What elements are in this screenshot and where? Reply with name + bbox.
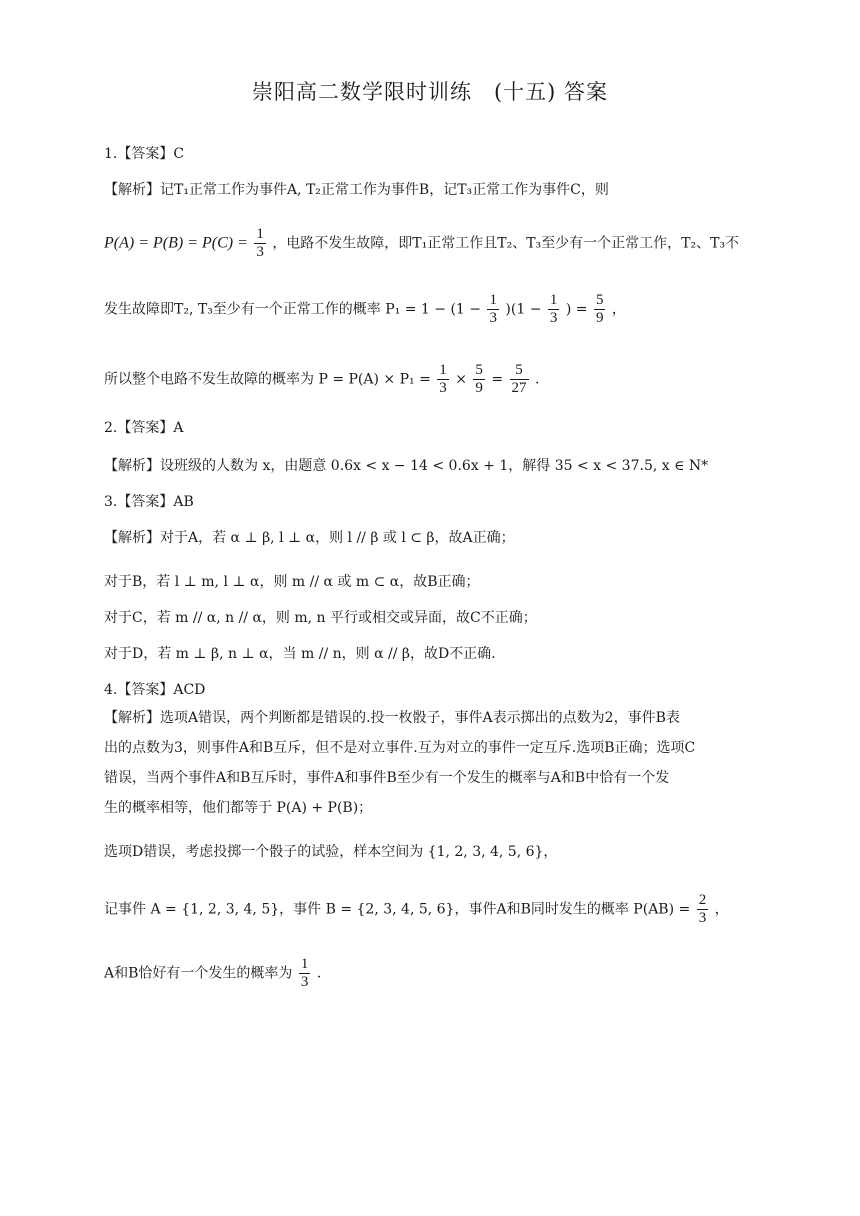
q1-analysis-line-4 <box>104 362 539 397</box>
fraction-one-third: $\frac{1}{3}$ <box>439 362 447 396</box>
q3-analysis-d: 对于D，若 m ⊥ β, n ⊥ α，当 m // n，则 α // β，故D不正确. <box>104 646 496 662</box>
q1-p1-mid: )(1 − <box>505 301 542 318</box>
q4-analysis-line-4: 生的概率相等，他们都等于 P(A) + P(B)； <box>104 800 373 816</box>
q4-analysis-line-3: 错误，当两个事件A和B互斥时，事件A和事件B至少有一个发生的概率与A和B中恰有一个发 <box>104 770 670 786</box>
q1-analysis-line-2 <box>104 226 739 261</box>
q4-analysis-line-1: 【解析】选项A错误，两个判断都是错误的.投一枚骰子，事件A表示掷出的点数为2，事件B表 <box>104 710 680 726</box>
q1-total-text: 所以整个电路不发生故障的概率为 P = P(A) × P₁ = <box>104 371 431 388</box>
q3-analysis-c: 对于C，若 m // α, n // α，则 m, n 平行或相交或异面，故C不正确； <box>104 610 537 626</box>
q4-analysis-line-6 <box>104 892 729 927</box>
q3-analysis-a: 【解析】对于A，若 α ⊥ β, l ⊥ α，则 l // β 或 l ⊂ β，故A正确； <box>104 530 515 546</box>
q4-analysis-line-2: 出的点数为3，则事件A和B互斥，但不是对立事件.互为对立的事件一定互斥.选项B正确；选项C <box>104 740 696 756</box>
q4-analysis-line-7 <box>104 956 321 991</box>
q1-analysis-line-1: 【解析】记T₁正常工作为事件A, T₂正常工作为事件B，记T₃正常工作为事件C，则 <box>104 182 609 198</box>
q4-analysis-line-5: 选项D错误，考虑投掷一个骰子的试验，样本空间为 {1, 2, 3, 4, 5, 6}， <box>104 844 558 860</box>
comma: ， <box>714 901 729 918</box>
fraction-five-ninths: $\frac{5}{9}$ <box>595 292 604 326</box>
times-sign: × <box>455 371 467 388</box>
period: . <box>535 371 540 388</box>
fraction-one-third: $\frac{1}{3}$ <box>300 956 309 990</box>
q1-p1-end: ， <box>611 301 626 318</box>
fraction-five-27: $\frac{5}{27}$ <box>511 362 527 396</box>
period: . <box>316 965 322 982</box>
q1-analysis-text: ，电路不发生故障，即T₁正常工作且T₂、T₃至少有一个正常工作，T₂、T₃不 <box>272 235 740 252</box>
q4-answer: 4.【答案】ACD <box>104 682 206 698</box>
q1-analysis-line-3 <box>104 292 626 327</box>
q1-answer: 1.【答案】C <box>104 146 185 162</box>
fraction-two-thirds: $\frac{2}{3}$ <box>698 892 707 926</box>
fraction-five-ninths: $\frac{5}{9}$ <box>475 362 483 396</box>
equals-sign: = <box>491 371 504 388</box>
q3-analysis-b: 对于B，若 l ⊥ m, l ⊥ α，则 m // α 或 m ⊂ α，故B正确； <box>104 574 480 590</box>
fraction-one-third: $\frac{1}{3}$ <box>256 226 264 260</box>
q1-p1-equals: ) = <box>565 301 588 318</box>
q4-events-text: 记事件 A = {1, 2, 3, 4, 5}，事件 B = {2, 3, 4, 5, 6}，事件A和B同时发生的概率 P(AB) = <box>104 901 691 918</box>
q2-answer: 2.【答案】A <box>104 420 184 436</box>
q3-answer: 3.【答案】AB <box>104 494 194 510</box>
q1-prob-equation: P(A) = P(B) = P(C) = <box>104 234 248 252</box>
q4-exactly-one-text: A和B恰好有一个发生的概率为 <box>104 965 293 982</box>
fraction-one-third: $\frac{1}{3}$ <box>489 292 497 326</box>
fraction-one-third: $\frac{1}{3}$ <box>549 292 558 326</box>
page-title: 崇阳高二数学限时训练 (十五) 答案 <box>251 80 609 104</box>
q2-analysis: 【解析】设班级的人数为 x，由题意 0.6x < x − 14 < 0.6x + 1，解得 35 < x < 37.5, x ∈ N* <box>104 458 709 474</box>
q1-p1-text: 发生故障即T₂, T₃至少有一个正常工作的概率 P₁ = 1 − (1 − <box>104 301 482 318</box>
